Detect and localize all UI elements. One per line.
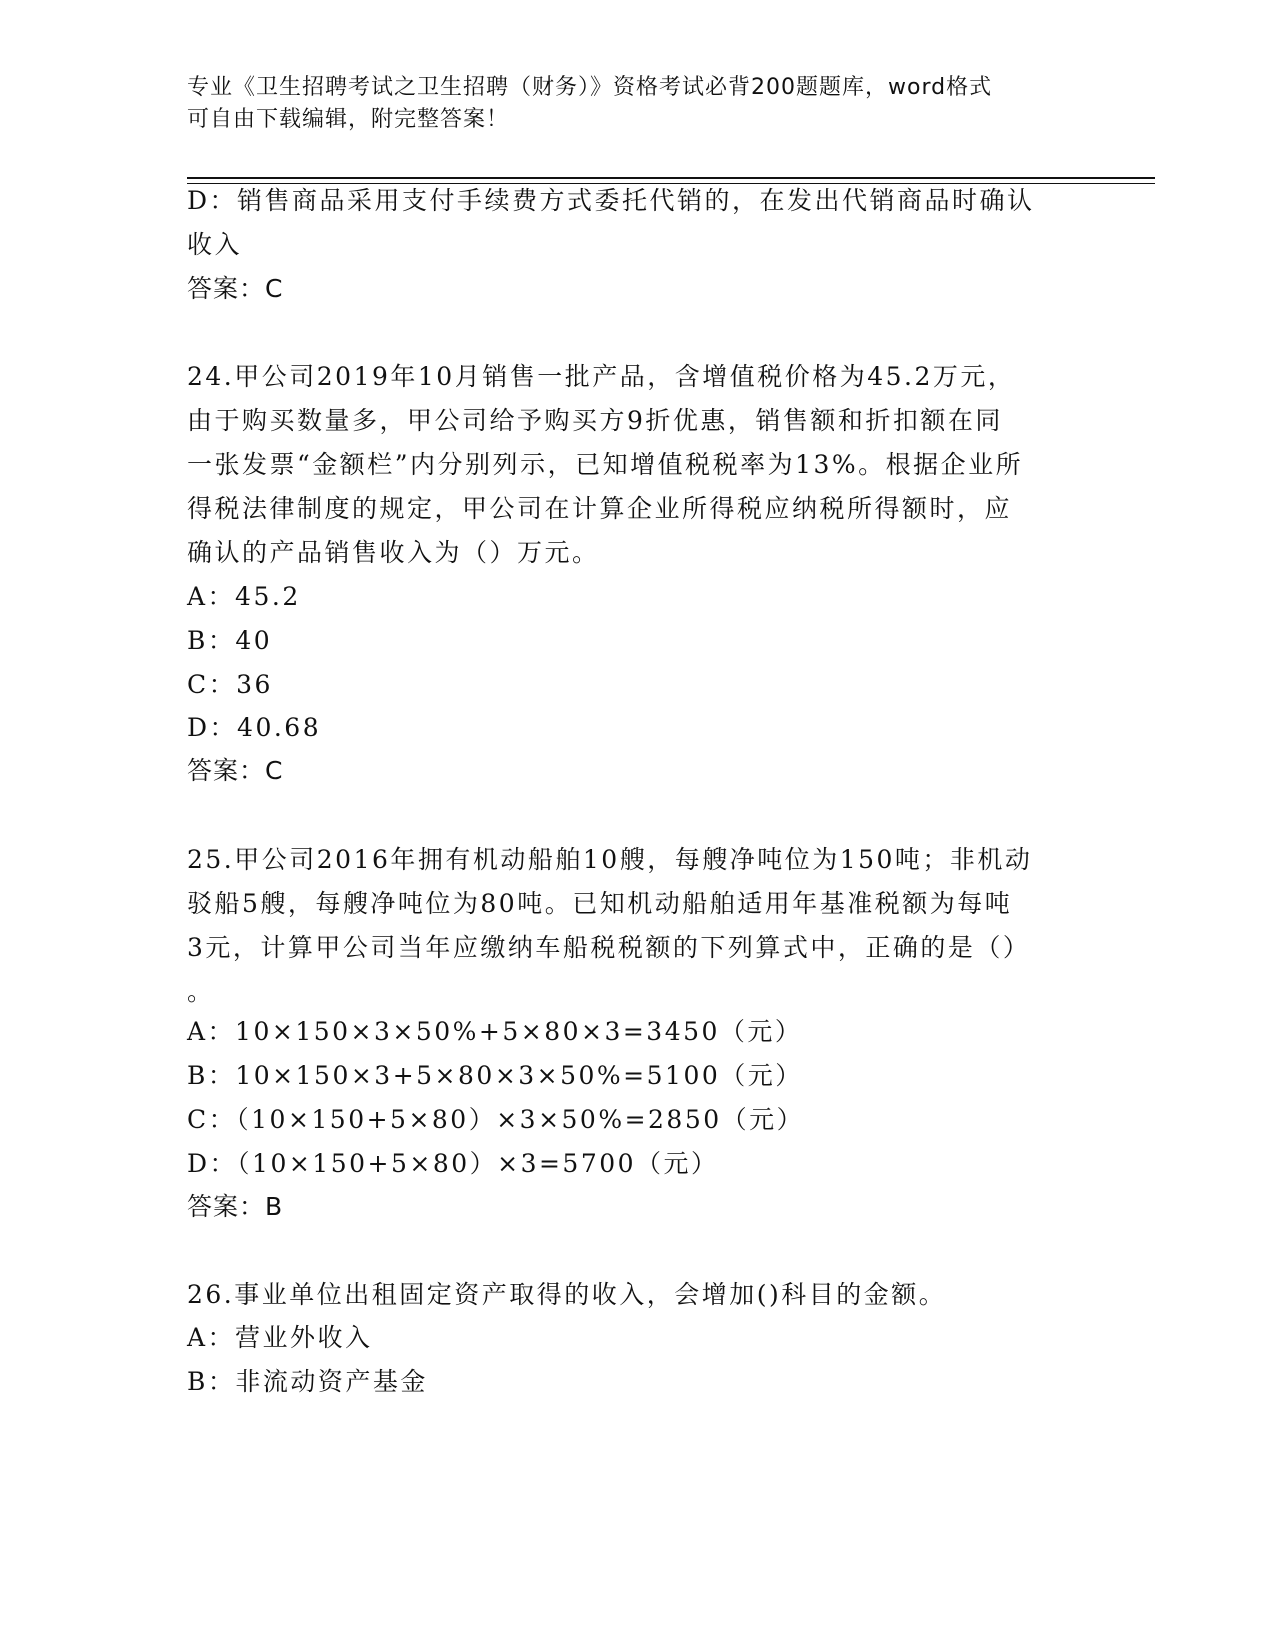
q25-answer: 答案：B — [187, 1192, 284, 1221]
q24-option-a: A：45.2 — [187, 582, 301, 611]
q24-stem-line-3: 一张发票“金额栏”内分别列示，已知增值税税率为13%。根据企业所 — [187, 450, 1024, 479]
q25-stem-line-3: 3元，计算甲公司当年应缴纳车船税税额的下列算式中，正确的是（） — [187, 933, 1031, 962]
prev-option-d-line-1: D：销售商品采用支付手续费方式委托代销的，在发出代销商品时确认 — [187, 186, 1035, 215]
q24-option-c: C：36 — [187, 670, 273, 699]
q26-option-a: A：营业外收入 — [187, 1323, 373, 1352]
header-title-line-2: 可自由下载编辑，附完整答案！ — [187, 107, 510, 132]
header-divider-thick — [187, 177, 1155, 179]
q26-option-b: B：非流动资产基金 — [187, 1367, 428, 1396]
q25-option-d: D：（10×150+5×80）×3=5700（元） — [187, 1149, 719, 1178]
q26-stem-line-1: 26.事业单位出租固定资产取得的收入，会增加()科目的金额。 — [187, 1280, 947, 1309]
q24-option-b: B：40 — [187, 626, 273, 655]
q24-answer: 答案：C — [187, 756, 284, 785]
q24-stem-line-4: 得税法律制度的规定，甲公司在计算企业所得税应纳税所得额时，应 — [187, 494, 1013, 523]
prev-answer: 答案：C — [187, 274, 284, 303]
q25-option-b: B：10×150×3+5×80×3×50%=5100（元） — [187, 1061, 803, 1090]
header-divider-thin — [187, 183, 1155, 184]
q25-stem-line-1: 25.甲公司2016年拥有机动船舶10艘，每艘净吨位为150吨；非机动 — [187, 845, 1033, 874]
q24-option-d: D：40.68 — [187, 713, 322, 742]
q25-stem-line-4: 。 — [187, 977, 215, 1006]
q25-option-a: A：10×150×3×50%+5×80×3=3450（元） — [187, 1017, 803, 1046]
q24-stem-line-5: 确认的产品销售收入为（）万元。 — [187, 538, 600, 567]
q25-stem-line-2: 驳船5艘，每艘净吨位为80吨。已知机动船舶适用年基准税额为每吨 — [187, 889, 1013, 918]
header-title-line-1: 专业《卫生招聘考试之卫生招聘（财务）》资格考试必背200题题库，word格式 — [187, 75, 993, 100]
q24-stem-line-1: 24.甲公司2019年10月销售一批产品，含增值税价格为45.2万元， — [187, 362, 1016, 391]
q24-stem-line-2: 由于购买数量多，甲公司给予购买方9折优惠，销售额和折扣额在同 — [187, 406, 1003, 435]
q25-option-c: C：（10×150+5×80）×3×50%=2850（元） — [187, 1105, 805, 1134]
document-header — [187, 72, 1067, 136]
prev-option-d-line-2: 收入 — [187, 230, 243, 259]
